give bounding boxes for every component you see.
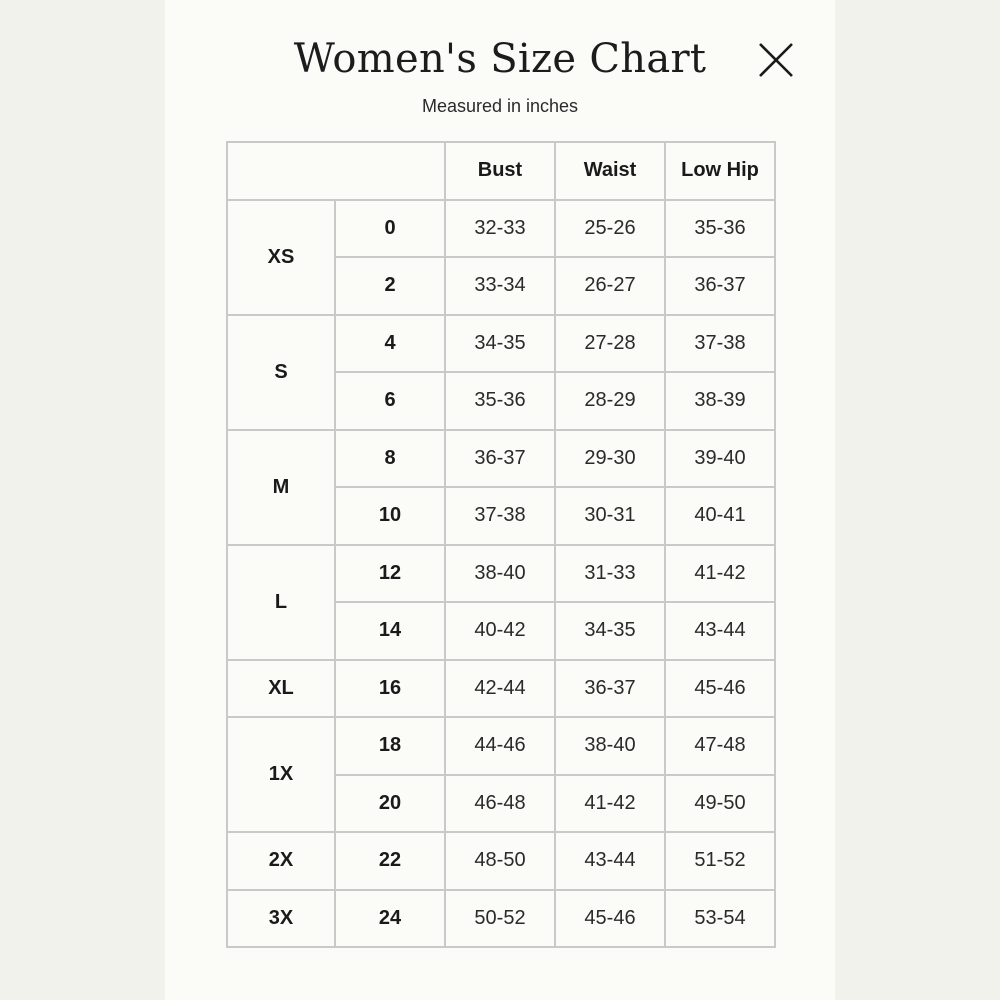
page-title: Women's Size Chart bbox=[293, 36, 707, 82]
close-x-icon bbox=[752, 36, 800, 84]
low-hip-cell: 49-50 bbox=[665, 775, 775, 833]
bust-cell: 50-52 bbox=[445, 890, 555, 948]
waist-cell: 43-44 bbox=[555, 832, 665, 890]
numeric-size-cell: 22 bbox=[335, 832, 445, 890]
low-hip-cell: 39-40 bbox=[665, 430, 775, 488]
waist-cell: 31-33 bbox=[555, 545, 665, 603]
letter-size-cell: 1X bbox=[227, 717, 335, 832]
table-row bbox=[227, 890, 775, 948]
column-header-waist: Waist bbox=[555, 142, 665, 200]
table-row bbox=[227, 832, 775, 890]
numeric-size-cell: 16 bbox=[335, 660, 445, 718]
table-row bbox=[227, 200, 775, 258]
low-hip-cell: 53-54 bbox=[665, 890, 775, 948]
header-corner-cell bbox=[227, 142, 445, 200]
close-button[interactable] bbox=[752, 36, 800, 84]
numeric-size-cell: 6 bbox=[335, 372, 445, 430]
table-row bbox=[227, 315, 775, 373]
low-hip-cell: 36-37 bbox=[665, 257, 775, 315]
numeric-size-cell: 8 bbox=[335, 430, 445, 488]
bust-cell: 44-46 bbox=[445, 717, 555, 775]
low-hip-cell: 45-46 bbox=[665, 660, 775, 718]
bust-cell: 35-36 bbox=[445, 372, 555, 430]
bust-cell: 36-37 bbox=[445, 430, 555, 488]
waist-cell: 34-35 bbox=[555, 602, 665, 660]
table-header-row bbox=[227, 142, 775, 200]
bust-cell: 42-44 bbox=[445, 660, 555, 718]
low-hip-cell: 51-52 bbox=[665, 832, 775, 890]
bust-cell: 34-35 bbox=[445, 315, 555, 373]
bust-cell: 46-48 bbox=[445, 775, 555, 833]
numeric-size-cell: 18 bbox=[335, 717, 445, 775]
numeric-size-cell: 4 bbox=[335, 315, 445, 373]
letter-size-cell: S bbox=[227, 315, 335, 430]
waist-cell: 29-30 bbox=[555, 430, 665, 488]
waist-cell: 41-42 bbox=[555, 775, 665, 833]
low-hip-cell: 43-44 bbox=[665, 602, 775, 660]
page-subtitle: Measured in inches bbox=[421, 96, 579, 116]
table-row bbox=[227, 660, 775, 718]
bust-cell: 37-38 bbox=[445, 487, 555, 545]
numeric-size-cell: 20 bbox=[335, 775, 445, 833]
numeric-size-cell: 0 bbox=[335, 200, 445, 258]
waist-cell: 30-31 bbox=[555, 487, 665, 545]
bust-cell: 32-33 bbox=[445, 200, 555, 258]
low-hip-cell: 41-42 bbox=[665, 545, 775, 603]
numeric-size-cell: 24 bbox=[335, 890, 445, 948]
table-row bbox=[227, 430, 775, 488]
waist-cell: 36-37 bbox=[555, 660, 665, 718]
waist-cell: 38-40 bbox=[555, 717, 665, 775]
bust-cell: 48-50 bbox=[445, 832, 555, 890]
waist-cell: 27-28 bbox=[555, 315, 665, 373]
low-hip-cell: 35-36 bbox=[665, 200, 775, 258]
letter-size-cell: M bbox=[227, 430, 335, 545]
waist-cell: 28-29 bbox=[555, 372, 665, 430]
letter-size-cell: XS bbox=[227, 200, 335, 315]
size-chart-table bbox=[226, 141, 776, 948]
bust-cell: 38-40 bbox=[445, 545, 555, 603]
numeric-size-cell: 10 bbox=[335, 487, 445, 545]
waist-cell: 45-46 bbox=[555, 890, 665, 948]
low-hip-cell: 37-38 bbox=[665, 315, 775, 373]
waist-cell: 25-26 bbox=[555, 200, 665, 258]
table-row bbox=[227, 545, 775, 603]
letter-size-cell: 3X bbox=[227, 890, 335, 948]
column-header-bust: Bust bbox=[445, 142, 555, 200]
bust-cell: 40-42 bbox=[445, 602, 555, 660]
letter-size-cell: XL bbox=[227, 660, 335, 718]
low-hip-cell: 47-48 bbox=[665, 717, 775, 775]
numeric-size-cell: 2 bbox=[335, 257, 445, 315]
letter-size-cell: L bbox=[227, 545, 335, 660]
letter-size-cell: 2X bbox=[227, 832, 335, 890]
low-hip-cell: 40-41 bbox=[665, 487, 775, 545]
bust-cell: 33-34 bbox=[445, 257, 555, 315]
numeric-size-cell: 12 bbox=[335, 545, 445, 603]
column-header-low-hip: Low Hip bbox=[665, 142, 775, 200]
waist-cell: 26-27 bbox=[555, 257, 665, 315]
low-hip-cell: 38-39 bbox=[665, 372, 775, 430]
numeric-size-cell: 14 bbox=[335, 602, 445, 660]
table-row bbox=[227, 717, 775, 775]
